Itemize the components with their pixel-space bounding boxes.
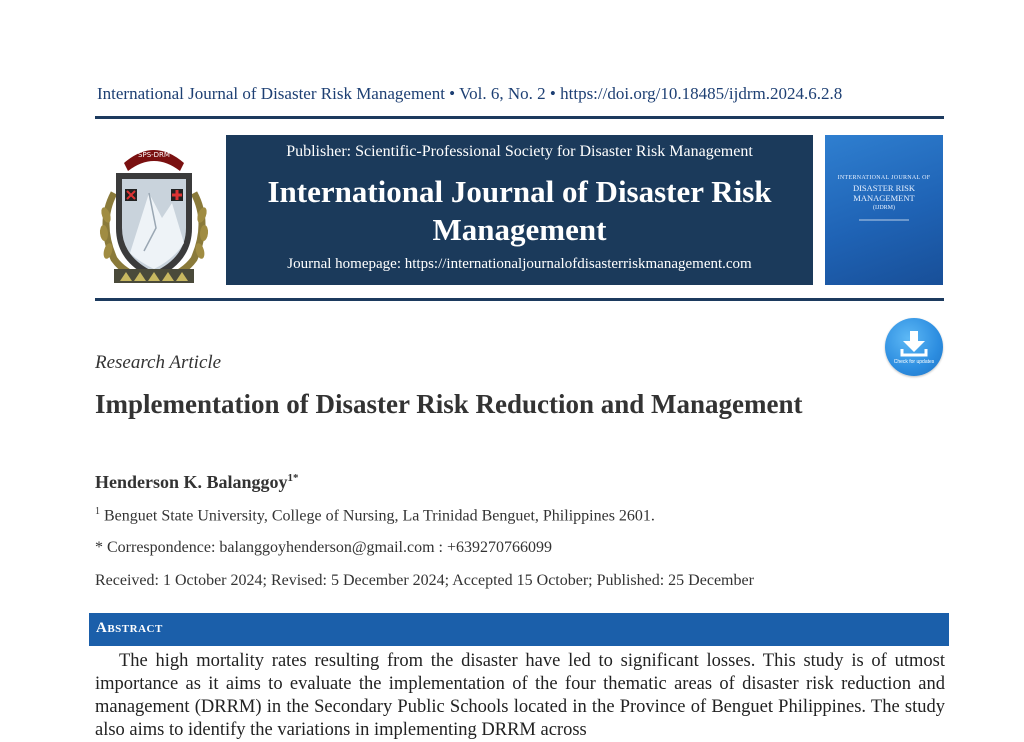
journal-cover-thumbnail — [825, 135, 943, 285]
correspondence: * Correspondence: balanggoyhenderson@gmail.com : +639270766099 — [95, 539, 552, 556]
journal-homepage-link[interactable]: Journal homepage: https://internationaljournalofdisasterriskmanagement.com — [287, 256, 752, 272]
crest-badge-text: SPS-DRM — [138, 151, 170, 159]
cover-line-2: DISASTER RISK MANAGEMENT — [852, 183, 916, 203]
banner-bottom-divider — [95, 298, 944, 301]
journal-banner — [226, 135, 813, 285]
journal-citation-line: International Journal of Disaster Risk Management • Vol. 6, No. 2 • https://doi.org/10.18485/ijdrm.2024.6.2.8 — [97, 84, 843, 103]
check-for-updates-button[interactable] — [885, 318, 943, 376]
author-name: Henderson K. Balanggoy — [95, 472, 288, 492]
article-dates: Received: 1 October 2024; Revised: 5 December 2024; Accepted 15 October; Published: 25 December — [95, 572, 754, 589]
author-superscript: 1* — [287, 472, 299, 484]
cover-line-3: (IJDRM) — [873, 205, 895, 211]
cover-line-1: INTERNATIONAL JOURNAL OF — [837, 175, 931, 181]
abstract-text: The high mortality rates resulting from the disaster have led to significant losses. This study is of utmost importance as it aims to evaluate the implementation of the four thematic areas of disaster risk reduction and management (DRRM) in the Secondary Public Schools located in the Province of Benguet Philippines. The study also aims to identify the variations in implementing DRRM across — [95, 651, 945, 740]
society-crest-logo — [94, 133, 214, 285]
abstract-heading: Abstract — [96, 620, 163, 636]
journal-title: International Journal of Disaster Risk Management — [267, 174, 772, 247]
article-title: Implementation of Disaster Risk Reduction and Management — [95, 389, 803, 419]
top-divider — [95, 116, 944, 119]
affiliation-superscript: 1 — [95, 506, 100, 517]
download-arrow-icon — [885, 318, 943, 376]
abstract-heading-bar — [89, 613, 949, 646]
cover-divider — [859, 219, 909, 221]
affiliation — [95, 506, 655, 525]
check-updates-label: Check for updates — [893, 359, 935, 365]
publisher-line: Publisher: Scientific-Professional Society for Disaster Risk Management — [286, 143, 753, 160]
author-line — [95, 472, 299, 493]
affiliation-text: Benguet State University, College of Nursing, La Trinidad Benguet, Philippines 2601. — [104, 507, 655, 525]
article-type: Research Article — [95, 352, 222, 373]
